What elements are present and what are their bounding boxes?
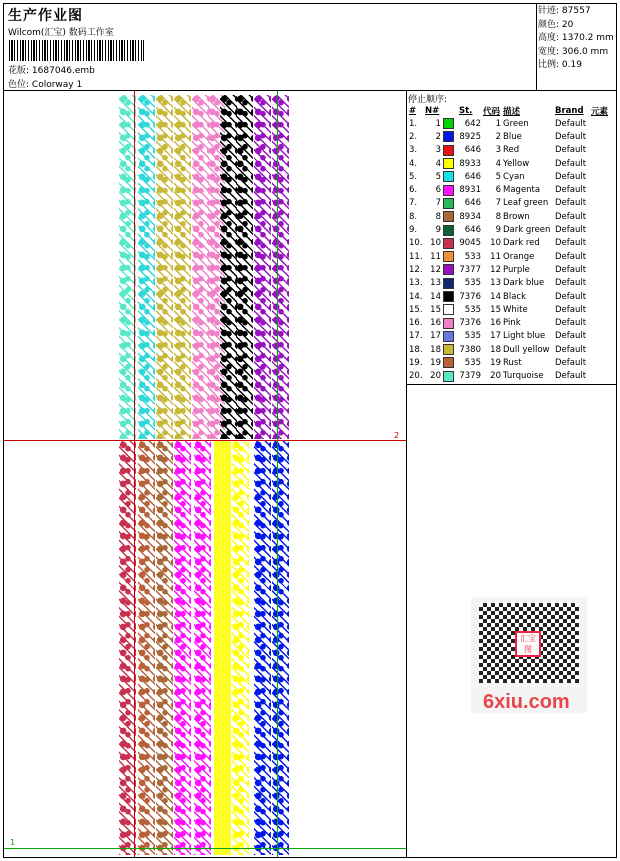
color-stitches: 535 xyxy=(464,278,481,289)
lane-magenta-bottom xyxy=(174,441,191,855)
color-index: 2. xyxy=(409,131,418,142)
design-preview-canvas[interactable] xyxy=(4,91,407,857)
color-stitches: 8933 xyxy=(459,158,481,169)
color-code: 3 xyxy=(495,145,501,156)
color-description: Rust xyxy=(503,357,522,368)
color-brand: Default xyxy=(555,291,587,302)
color-swatch xyxy=(442,130,458,143)
color-code: 4 xyxy=(495,158,501,169)
hoop-marker-1: 1 xyxy=(10,838,16,847)
color-row[interactable] xyxy=(408,356,609,369)
color-index: 14. xyxy=(409,291,423,302)
color-swatch xyxy=(442,343,458,356)
col-element: 元素 xyxy=(591,106,609,117)
color-brand: Default xyxy=(555,185,587,196)
stat-height: 高度: 1370.2 mm xyxy=(538,33,614,44)
color-description: Magenta xyxy=(503,185,541,196)
color-code: 8 xyxy=(495,211,501,222)
color-index: 17. xyxy=(409,331,423,342)
color-row[interactable] xyxy=(408,223,609,236)
color-needle: 16 xyxy=(430,318,441,329)
color-brand: Default xyxy=(555,304,587,315)
color-needle: 10 xyxy=(430,238,441,249)
color-row[interactable] xyxy=(408,290,609,303)
color-index: 15. xyxy=(409,304,423,315)
color-swatch-box xyxy=(443,145,454,156)
color-stitches: 535 xyxy=(464,331,481,342)
color-index: 16. xyxy=(409,318,423,329)
color-stitches: 8931 xyxy=(459,185,481,196)
color-swatch xyxy=(442,170,458,183)
colorway xyxy=(8,77,82,90)
color-brand: Default xyxy=(555,158,587,169)
color-swatch-box xyxy=(443,264,454,275)
design-file xyxy=(8,63,95,76)
color-brand: Default xyxy=(555,118,587,129)
color-swatch xyxy=(442,157,458,170)
color-row[interactable] xyxy=(408,250,609,263)
color-row[interactable] xyxy=(408,370,609,383)
company-name: Wilcom(汇宝) 数码工作室 xyxy=(8,28,114,38)
color-code: 19 xyxy=(490,357,501,368)
color-swatch xyxy=(442,183,458,196)
color-swatch-box xyxy=(443,278,454,289)
color-needle: 4 xyxy=(435,158,441,169)
color-element xyxy=(590,170,609,183)
color-code: 1 xyxy=(495,118,501,129)
color-stitches: 535 xyxy=(464,304,481,315)
color-element xyxy=(590,183,609,196)
color-index: 13. xyxy=(409,278,423,289)
color-code: 2 xyxy=(495,131,501,142)
stop-sequence-title: 停止顺序: xyxy=(408,95,448,105)
color-swatch xyxy=(442,356,458,369)
color-needle: 19 xyxy=(430,357,441,368)
color-swatch-box xyxy=(443,198,454,209)
color-stitches: 7376 xyxy=(459,291,481,302)
color-swatch xyxy=(442,316,458,329)
color-stitches: 7380 xyxy=(459,344,481,355)
color-needle: 11 xyxy=(430,251,441,262)
color-code: 9 xyxy=(495,225,501,236)
lane-yellow-bottom xyxy=(214,441,231,855)
color-description: Leaf green xyxy=(503,198,549,209)
color-index: 18. xyxy=(409,344,423,355)
design-value: 1687046.emb xyxy=(31,66,95,76)
qr-stamp-logo: 汇宝图 xyxy=(515,631,541,657)
color-code: 14 xyxy=(490,291,501,302)
color-code: 13 xyxy=(490,278,501,289)
color-description: Brown xyxy=(503,211,530,222)
lane-purple-top xyxy=(254,95,271,439)
color-element xyxy=(590,370,609,383)
lane-black-top xyxy=(220,95,237,439)
color-stitches: 646 xyxy=(464,145,481,156)
col-brand: Brand xyxy=(555,105,584,116)
guide-line-green-vertical xyxy=(277,91,278,857)
color-swatch-box xyxy=(443,357,454,368)
color-description: Green xyxy=(503,118,529,129)
color-needle: 18 xyxy=(430,344,441,355)
col-index: # xyxy=(409,105,417,116)
color-stitches: 535 xyxy=(464,357,481,368)
color-brand: Default xyxy=(555,344,587,355)
color-row[interactable] xyxy=(408,263,609,276)
color-element xyxy=(590,144,609,157)
color-brand: Default xyxy=(555,251,587,262)
color-swatch-box xyxy=(443,225,454,236)
lane-dull-yellow-top xyxy=(156,95,173,439)
color-stitches: 7376 xyxy=(459,318,481,329)
color-row[interactable] xyxy=(408,117,609,130)
color-element xyxy=(590,277,609,290)
color-index: 9. xyxy=(409,225,418,236)
color-needle: 12 xyxy=(430,264,441,275)
color-swatch-box xyxy=(443,304,454,315)
color-swatch-box xyxy=(443,251,454,262)
color-index: 8. xyxy=(409,211,418,222)
color-stitches: 533 xyxy=(464,251,481,262)
color-description: Orange xyxy=(503,251,535,262)
color-brand: Default xyxy=(555,225,587,236)
lane-dull-yellow-2-top xyxy=(174,95,191,439)
color-description: Dull yellow xyxy=(503,344,550,355)
color-brand: Default xyxy=(555,145,587,156)
color-description: Purple xyxy=(503,264,530,275)
color-description: Yellow xyxy=(503,158,530,169)
color-row[interactable] xyxy=(408,316,609,329)
color-stitches: 8925 xyxy=(459,131,481,142)
color-brand: Default xyxy=(555,211,587,222)
color-code: 17 xyxy=(490,331,501,342)
lane-black-2-top xyxy=(236,95,253,439)
color-row[interactable] xyxy=(408,277,609,290)
col-stitches: St. xyxy=(459,105,473,116)
color-swatch-box xyxy=(443,331,454,342)
color-code: 7 xyxy=(495,198,501,209)
color-swatch xyxy=(442,223,458,236)
color-element xyxy=(590,303,609,316)
color-swatch-box xyxy=(443,371,454,382)
production-sheet xyxy=(3,3,617,858)
color-code: 5 xyxy=(495,171,501,182)
color-swatch xyxy=(442,197,458,210)
color-stitches: 646 xyxy=(464,171,481,182)
color-element xyxy=(590,263,609,276)
color-row[interactable] xyxy=(408,343,609,356)
color-code: 6 xyxy=(495,185,501,196)
color-swatch xyxy=(442,144,458,157)
color-brand: Default xyxy=(555,357,587,368)
color-swatch-box xyxy=(443,318,454,329)
color-description: Dark blue xyxy=(503,278,545,289)
lane-rust-bottom xyxy=(138,441,155,855)
color-brand: Default xyxy=(555,318,587,329)
color-row[interactable] xyxy=(408,197,609,210)
color-swatch xyxy=(442,303,458,316)
colorway-value: Colorway 1 xyxy=(31,80,83,90)
color-stitches: 7379 xyxy=(459,371,481,382)
sheet-header xyxy=(4,4,616,91)
color-swatch-box xyxy=(443,185,454,196)
colorway-label: 色位: xyxy=(8,80,30,90)
col-needle: N# xyxy=(425,105,440,116)
color-index: 6. xyxy=(409,185,418,196)
color-needle: 1 xyxy=(435,118,441,129)
color-description: Cyan xyxy=(503,171,525,182)
barcode xyxy=(9,40,144,61)
color-index: 1. xyxy=(409,118,418,129)
color-needle: 2 xyxy=(435,131,441,142)
color-element xyxy=(590,117,609,130)
color-row[interactable] xyxy=(408,157,609,170)
color-element xyxy=(590,223,609,236)
header-info xyxy=(4,4,537,90)
lane-pink-top xyxy=(192,95,209,439)
color-needle: 20 xyxy=(430,371,441,382)
color-brand: Default xyxy=(555,278,587,289)
color-brand: Default xyxy=(555,371,587,382)
stat-scale: 比例: 0.19 xyxy=(538,60,582,71)
color-code: 12 xyxy=(490,264,501,275)
qr-code-block xyxy=(471,597,587,713)
col-swatch xyxy=(442,104,458,117)
color-needle: 8 xyxy=(435,211,441,222)
color-needle: 5 xyxy=(435,171,441,182)
color-code: 15 xyxy=(490,304,501,315)
stat-colors: 颜色: 20 xyxy=(538,19,574,30)
color-swatch-box xyxy=(443,171,454,182)
color-row[interactable] xyxy=(408,237,609,250)
lane-yellow-2-bottom xyxy=(232,441,249,855)
color-stitches: 646 xyxy=(464,198,481,209)
design-label: 花版: xyxy=(8,66,30,76)
lane-blue-2-bottom xyxy=(272,441,289,855)
color-swatch-box xyxy=(443,238,454,249)
color-brand: Default xyxy=(555,331,587,342)
color-index: 4. xyxy=(409,158,418,169)
color-swatch xyxy=(442,330,458,343)
color-index: 11. xyxy=(409,251,423,262)
guide-line-red-horizontal xyxy=(4,440,406,441)
color-needle: 15 xyxy=(430,304,441,315)
color-index: 19. xyxy=(409,357,423,368)
color-swatch-box xyxy=(443,344,454,355)
color-row[interactable] xyxy=(408,144,609,157)
color-element xyxy=(590,356,609,369)
color-brand: Default xyxy=(555,238,587,249)
color-element xyxy=(590,343,609,356)
color-element xyxy=(590,330,609,343)
color-table-header xyxy=(408,104,609,117)
color-code: 11 xyxy=(490,251,501,262)
color-swatch-box xyxy=(443,118,454,129)
color-needle: 9 xyxy=(435,225,441,236)
color-description: Blue xyxy=(503,131,522,142)
color-table xyxy=(408,104,609,383)
color-index: 3. xyxy=(409,145,418,156)
color-stitches: 642 xyxy=(464,118,481,129)
lane-brown-bottom xyxy=(156,441,173,855)
color-swatch xyxy=(442,290,458,303)
stat-width: 宽度: 306.0 mm xyxy=(538,46,609,57)
color-index: 10. xyxy=(409,238,423,249)
color-stitches: 8934 xyxy=(459,211,481,222)
color-row[interactable] xyxy=(408,210,609,223)
color-stop-panel xyxy=(407,91,616,385)
color-description: Dark red xyxy=(503,238,540,249)
color-description: Pink xyxy=(503,318,521,329)
lane-blue-bottom xyxy=(254,441,271,855)
color-brand: Default xyxy=(555,171,587,182)
color-swatch-box xyxy=(443,158,454,169)
lane-magenta-2-bottom xyxy=(194,441,211,855)
color-row[interactable] xyxy=(408,330,609,343)
stat-stitches: 针迹: 87557 xyxy=(538,6,591,16)
color-stitches: 9045 xyxy=(459,238,481,249)
color-swatch xyxy=(442,237,458,250)
color-element xyxy=(590,157,609,170)
color-stitches: 646 xyxy=(464,225,481,236)
col-code: 代码 xyxy=(483,106,501,117)
color-swatch xyxy=(442,277,458,290)
lane-purple-2-top xyxy=(272,95,289,439)
sheet-title: 生产作业图 xyxy=(8,8,83,24)
color-swatch xyxy=(442,117,458,130)
color-element xyxy=(590,290,609,303)
guide-line-green-horizontal xyxy=(4,848,406,849)
color-index: 12. xyxy=(409,264,423,275)
color-row[interactable] xyxy=(408,170,609,183)
color-swatch xyxy=(442,370,458,383)
color-code: 10 xyxy=(490,238,501,249)
color-swatch xyxy=(442,250,458,263)
color-row[interactable] xyxy=(408,303,609,316)
color-swatch-box xyxy=(443,131,454,142)
color-index: 7. xyxy=(409,198,418,209)
site-watermark: 6xiu.com xyxy=(483,691,570,713)
color-swatch-box xyxy=(443,211,454,222)
color-element xyxy=(590,250,609,263)
color-needle: 7 xyxy=(435,198,441,209)
color-row[interactable] xyxy=(408,183,609,196)
color-needle: 14 xyxy=(430,291,441,302)
color-index: 5. xyxy=(409,171,418,182)
color-row[interactable] xyxy=(408,130,609,143)
color-swatch xyxy=(442,263,458,276)
lane-cyan-top xyxy=(138,95,155,439)
color-code: 20 xyxy=(490,371,501,382)
color-code: 16 xyxy=(490,318,501,329)
color-swatch xyxy=(442,210,458,223)
color-code: 18 xyxy=(490,344,501,355)
color-description: Dark green xyxy=(503,225,551,236)
color-brand: Default xyxy=(555,264,587,275)
color-brand: Default xyxy=(555,131,587,142)
guide-line-red-vertical xyxy=(134,91,135,857)
color-needle: 17 xyxy=(430,331,441,342)
color-needle: 6 xyxy=(435,185,441,196)
design-stats xyxy=(538,5,614,73)
color-element xyxy=(590,237,609,250)
color-needle: 3 xyxy=(435,145,441,156)
color-element xyxy=(590,130,609,143)
color-description: Black xyxy=(503,291,526,302)
color-description: Red xyxy=(503,145,520,156)
color-element xyxy=(590,316,609,329)
color-description: Light blue xyxy=(503,331,546,342)
color-stitches: 7377 xyxy=(459,264,481,275)
color-element xyxy=(590,197,609,210)
color-needle: 13 xyxy=(430,278,441,289)
color-swatch-box xyxy=(443,291,454,302)
color-description: Turquoise xyxy=(503,371,544,382)
hoop-marker-2: 2 xyxy=(394,431,400,440)
color-description: White xyxy=(503,304,528,315)
color-element xyxy=(590,210,609,223)
color-brand: Default xyxy=(555,198,587,209)
color-index: 20. xyxy=(409,371,423,382)
col-description: 描述 xyxy=(503,106,521,117)
